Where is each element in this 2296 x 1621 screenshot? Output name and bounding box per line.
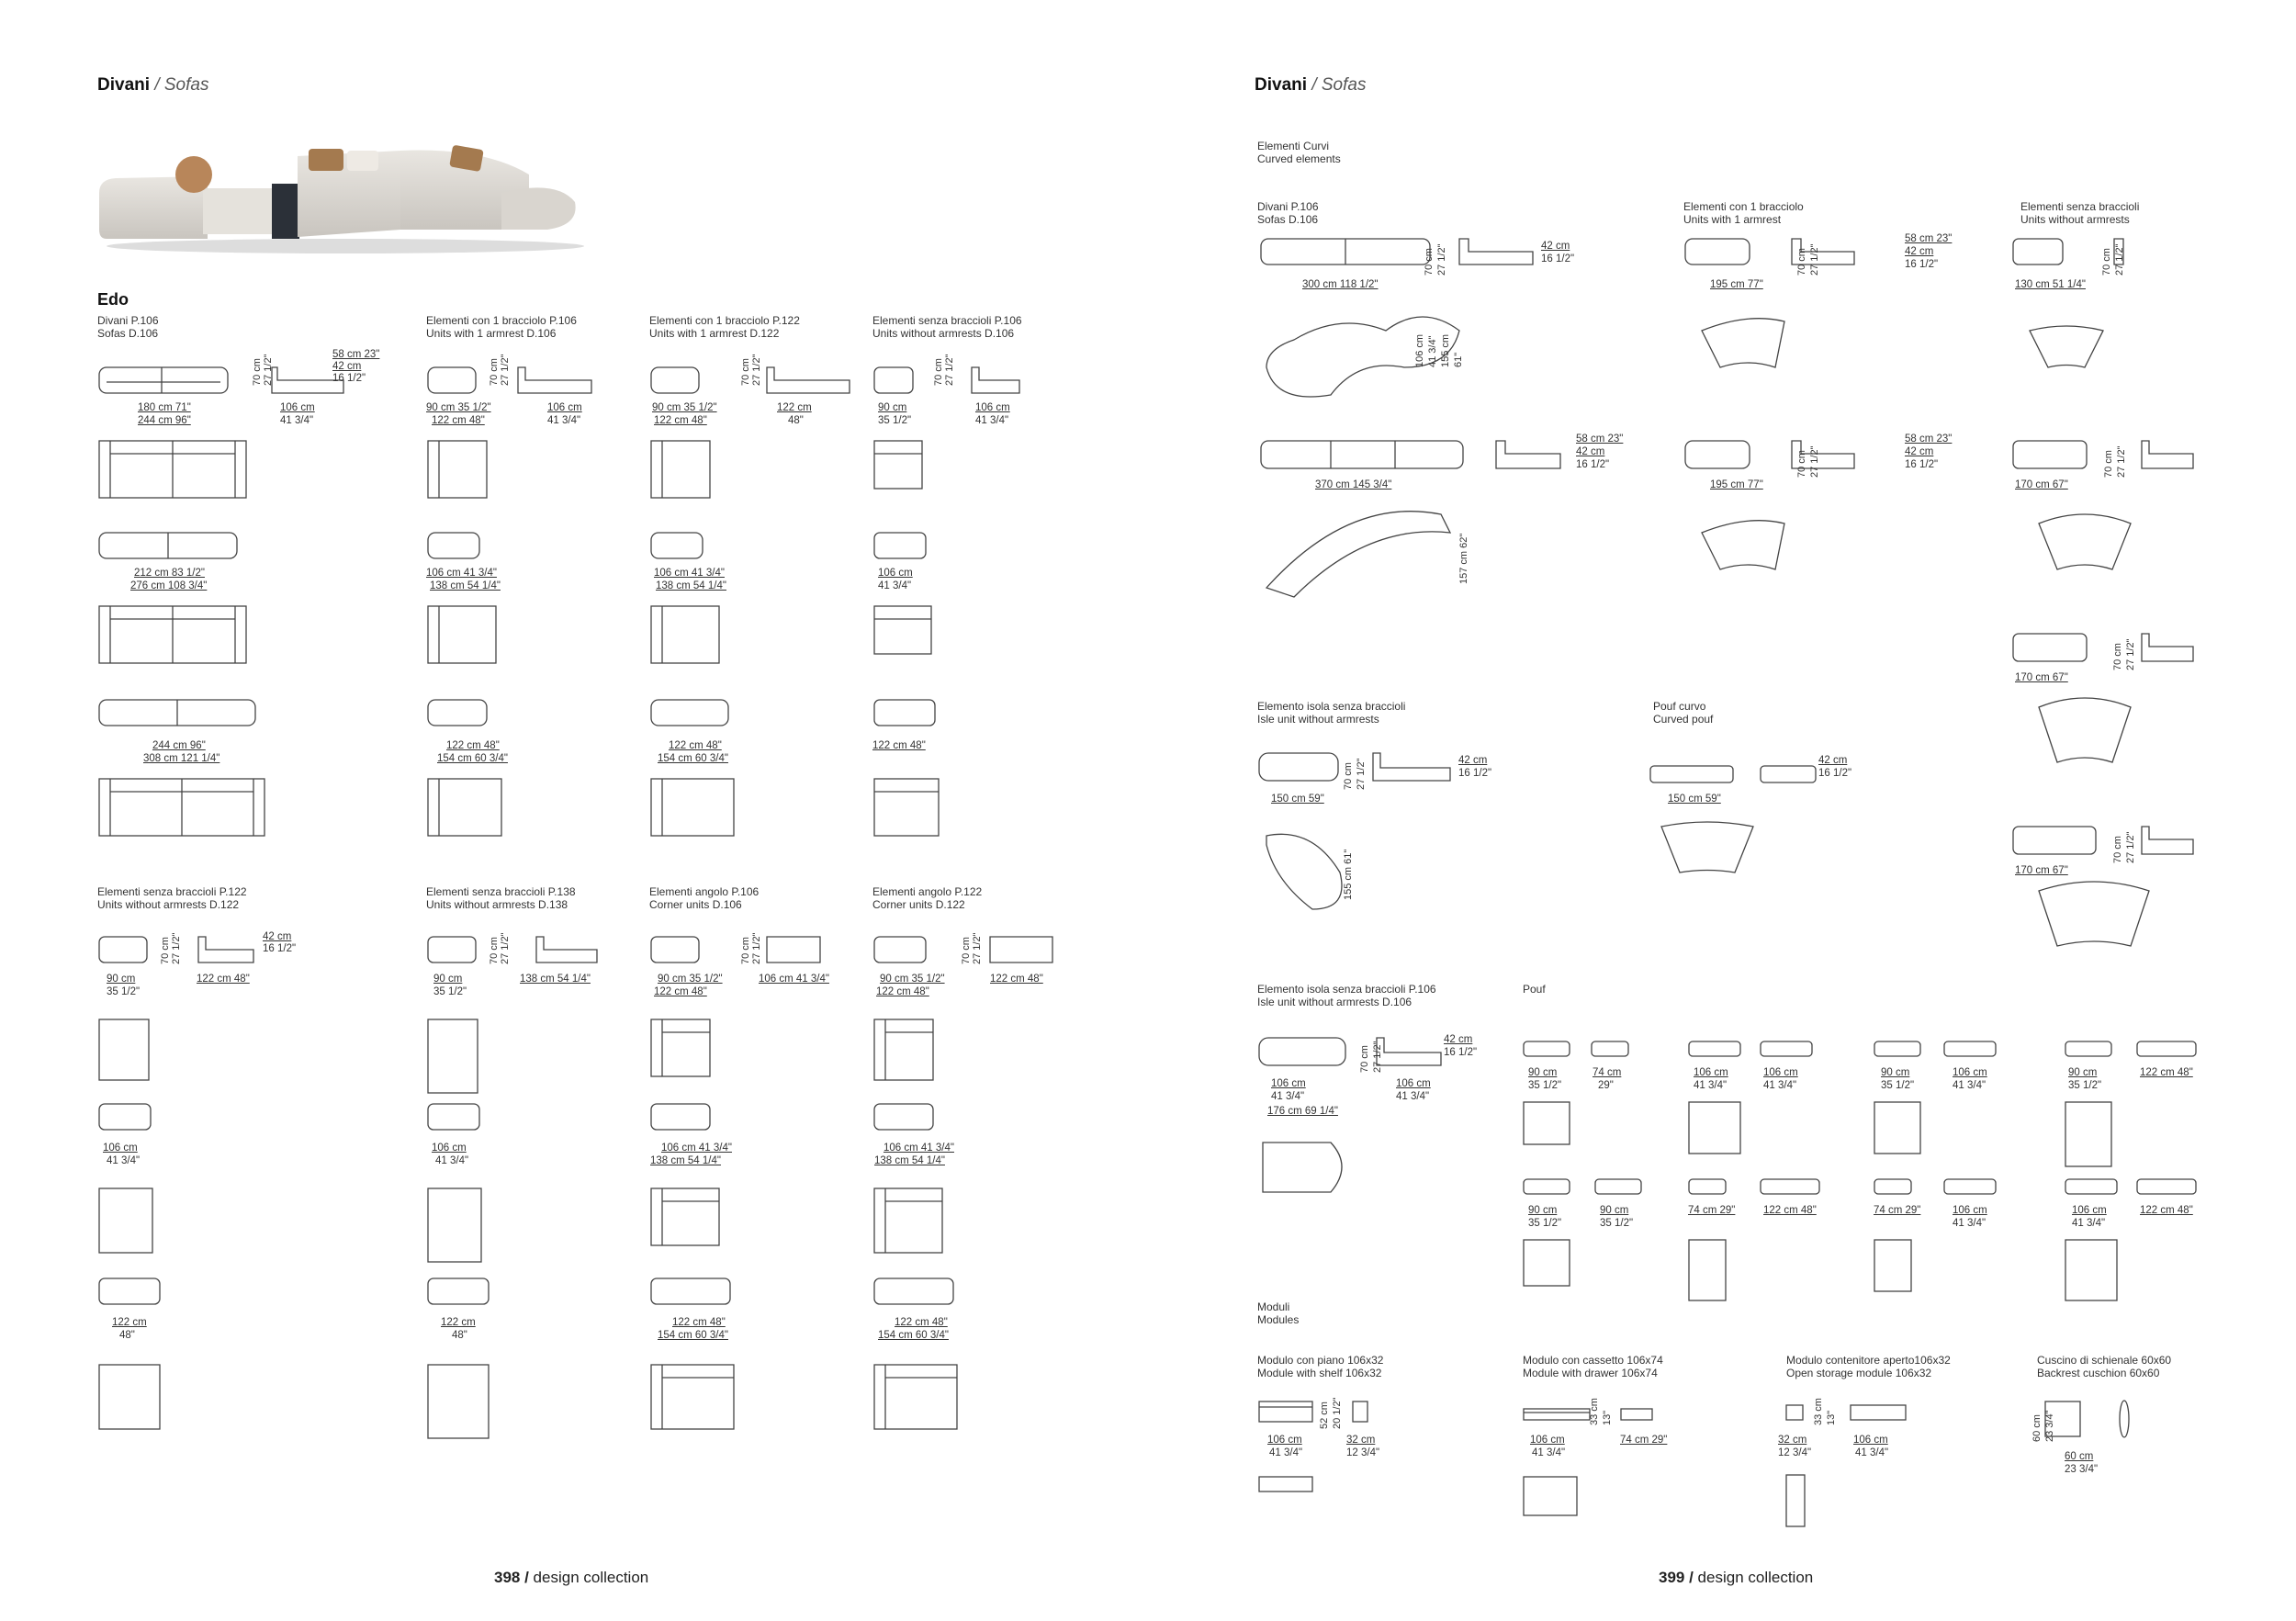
sofa-drawings-col7 xyxy=(649,928,870,1442)
dim: 150 cm 59" xyxy=(1668,794,1721,805)
dim: 41 3/4" xyxy=(1271,1091,1305,1102)
dim: 122 cm 48" xyxy=(876,986,929,997)
page-title-left xyxy=(97,75,208,96)
dim: 212 cm 83 1/2" xyxy=(134,568,205,579)
dim: 195 cm 77" xyxy=(1710,479,1763,490)
dim: 90 cm xyxy=(1528,1205,1558,1216)
dim: 35 1/2" xyxy=(1600,1218,1634,1229)
dim-height: 27 1/2" xyxy=(972,932,983,964)
dim-height: 13" xyxy=(1602,1410,1613,1425)
dim-height: 27 1/2" xyxy=(263,354,274,386)
dim: 122 cm xyxy=(112,1317,147,1328)
dim: 58 cm 23" xyxy=(1576,433,1624,445)
dim-height: 70 cm xyxy=(740,358,751,386)
dim-height: 157 cm 62" xyxy=(1458,533,1469,584)
col-subheader: Units without armrests D.138 xyxy=(426,898,568,911)
dim: 35 1/2" xyxy=(878,415,912,426)
dim-height: 70 cm xyxy=(1424,248,1435,276)
dim-height: 155 cm xyxy=(1440,333,1451,367)
dim: 41 3/4" xyxy=(1763,1080,1797,1091)
dim: 138 cm 54 1/4" xyxy=(430,580,501,591)
dim: 106 cm xyxy=(975,402,1010,413)
col-header: Pouf curvo xyxy=(1653,700,1706,713)
dim-height: 70 cm xyxy=(489,937,500,964)
dim-height: 70 cm xyxy=(1343,762,1354,790)
col-header: Elementi con 1 bracciolo xyxy=(1683,200,1804,213)
isle-pouf-drawings xyxy=(1257,744,1992,928)
dim: 41 3/4" xyxy=(1694,1080,1728,1091)
dim: 122 cm 48" xyxy=(669,740,722,751)
dim: 138 cm 54 1/4" xyxy=(874,1155,945,1166)
dim: 122 cm 48" xyxy=(895,1317,948,1328)
col-header: Divani P.106 xyxy=(97,314,159,327)
dim-height: 27 1/2" xyxy=(944,354,955,386)
dim: 58 cm 23" xyxy=(1905,433,1953,445)
dim-height: 70 cm xyxy=(2101,248,2112,276)
module-header: Cuscino di schienale 60x60 xyxy=(2037,1354,2172,1367)
dim: 106 cm xyxy=(103,1143,138,1154)
dim: 74 cm 29" xyxy=(1688,1205,1736,1216)
dim: 122 cm xyxy=(777,402,812,413)
dim: 90 cm 35 1/2" xyxy=(652,402,717,413)
footer-number: 399 / xyxy=(1659,1569,1694,1586)
section-subheader: Modules xyxy=(1257,1313,1300,1326)
dim: 154 cm 60 3/4" xyxy=(437,753,508,764)
dim-height: 27 1/2" xyxy=(1809,243,1820,276)
dim: 122 cm xyxy=(441,1317,476,1328)
dim: 90 cm xyxy=(1881,1067,1910,1078)
col-subheader: Units without armrests xyxy=(2020,213,2130,226)
dim: 138 cm 54 1/4" xyxy=(656,580,726,591)
dim: 42 cm xyxy=(332,361,362,372)
dim-height: 33 cm xyxy=(1589,1398,1600,1425)
dim-height: 70 cm xyxy=(1796,450,1807,478)
col-header: Elementi senza braccioli P.106 xyxy=(872,314,1022,327)
col-header: Elementi senza braccioli P.122 xyxy=(97,885,247,898)
dim: 16 1/2" xyxy=(1905,259,1939,270)
dim: 150 cm 59" xyxy=(1271,794,1324,805)
dim: 130 cm 51 1/4" xyxy=(2015,279,2086,290)
dim-height: 23 3/4" xyxy=(2044,1410,2055,1442)
col-subheader: Units without armrests D.106 xyxy=(872,327,1015,340)
dim: 154 cm 60 3/4" xyxy=(658,753,728,764)
dim: 41 3/4" xyxy=(1953,1218,1986,1229)
page-number-right xyxy=(1659,1569,1813,1587)
dim-height: 27 1/2" xyxy=(500,354,511,386)
dim: 154 cm 60 3/4" xyxy=(878,1330,949,1341)
dim: 106 cm 41 3/4" xyxy=(884,1143,954,1154)
col-subheader: Sofas D.106 xyxy=(97,327,159,340)
dim: 42 cm xyxy=(1458,755,1488,766)
dim-height: 70 cm xyxy=(961,937,972,964)
dim: 106 cm 41 3/4" xyxy=(426,568,497,579)
dim: 41 3/4" xyxy=(1396,1091,1430,1102)
dim-height: 70 cm xyxy=(933,358,944,386)
dim: 41 3/4" xyxy=(1269,1447,1303,1458)
dim: 170 cm 67" xyxy=(2015,479,2068,490)
dim-height: 70 cm xyxy=(2103,450,2114,478)
dim: 35 1/2" xyxy=(433,986,467,997)
dim-height: 27 1/2" xyxy=(2114,243,2125,276)
dim: 276 cm 108 3/4" xyxy=(130,580,208,591)
dim: 60 cm xyxy=(2065,1451,2094,1462)
dim: 90 cm xyxy=(878,402,907,413)
module-header: Modulo contenitore aperto106x32 xyxy=(1786,1354,1951,1367)
dim-height: 106 cm xyxy=(1414,333,1425,367)
dim-height: 27 1/2" xyxy=(171,932,182,964)
dim: 370 cm 145 3/4" xyxy=(1315,479,1392,490)
dim: 32 cm xyxy=(1778,1435,1807,1446)
col-header: Elementi senza braccioli P.138 xyxy=(426,885,576,898)
dim: 42 cm xyxy=(1905,246,1934,257)
dim-height: 27 1/2" xyxy=(2125,638,2136,670)
dim: 106 cm xyxy=(280,402,315,413)
dim: 170 cm 67" xyxy=(2015,865,2068,876)
dim: 122 cm 48" xyxy=(197,974,250,985)
dim: 300 cm 118 1/2" xyxy=(1302,279,1379,290)
dim-height: 70 cm xyxy=(252,358,263,386)
dim-height: 155 cm 61" xyxy=(1343,849,1354,900)
dim: 41 3/4" xyxy=(1532,1447,1566,1458)
dim: 35 1/2" xyxy=(1881,1080,1915,1091)
dim: 58 cm 23" xyxy=(332,349,380,360)
dim-height: 27 1/2" xyxy=(1436,243,1447,276)
dim: 154 cm 60 3/4" xyxy=(658,1330,728,1341)
dim: 106 cm xyxy=(2072,1205,2107,1216)
dim: 122 cm 48" xyxy=(1763,1205,1817,1216)
dim: 41 3/4" xyxy=(435,1155,469,1166)
dim: 16 1/2" xyxy=(1905,459,1939,470)
sofa-drawings-col3 xyxy=(649,358,851,854)
dim: 35 1/2" xyxy=(1528,1218,1562,1229)
dim-height: 70 cm xyxy=(1796,248,1807,276)
dim-height: 70 cm xyxy=(489,358,500,386)
dim-height: 27 1/2" xyxy=(500,932,511,964)
dim: 48" xyxy=(452,1330,467,1341)
armless-curved-drawings xyxy=(2011,230,2204,946)
module-subheader: Module with shelf 106x32 xyxy=(1257,1367,1382,1379)
module-subheader: Module with drawer 106x74 xyxy=(1523,1367,1658,1379)
dim: 122 cm 48" xyxy=(672,1317,726,1328)
dim: 176 cm 69 1/4" xyxy=(1267,1106,1338,1117)
dim: 74 cm 29" xyxy=(1620,1435,1668,1446)
dim: 106 cm xyxy=(1267,1435,1302,1446)
col-header: Divani P.106 xyxy=(1257,200,1319,213)
dim-height: 20 1/2" xyxy=(1332,1397,1343,1429)
dim: 90 cm 35 1/2" xyxy=(880,974,945,985)
dim: 41 3/4" xyxy=(1953,1080,1986,1091)
dim: 122 cm 48" xyxy=(2140,1205,2193,1216)
dim-height: 27 1/2" xyxy=(751,932,762,964)
sofa-drawings-col6 xyxy=(426,928,628,1442)
col-subheader: Corner units D.122 xyxy=(872,898,965,911)
dim-height: 70 cm xyxy=(2112,836,2123,863)
dim: 106 cm xyxy=(878,568,913,579)
dim: 41 3/4" xyxy=(1855,1447,1889,1458)
sofa-drawings-col2 xyxy=(426,358,610,854)
dim: 106 cm xyxy=(1853,1435,1888,1446)
dim-height: 52 cm xyxy=(1319,1401,1330,1429)
dim: 308 cm 121 1/4" xyxy=(143,753,220,764)
dim: 90 cm xyxy=(1600,1205,1629,1216)
title-bold: Divani xyxy=(97,75,151,95)
col-subheader: Sofas D.106 xyxy=(1257,213,1319,226)
dim: 16 1/2" xyxy=(1444,1047,1478,1058)
dim: 48" xyxy=(788,415,804,426)
dim: 90 cm xyxy=(1528,1067,1558,1078)
dim-height: 27 1/2" xyxy=(1356,758,1367,790)
col-subheader: Units with 1 armrest xyxy=(1683,213,1782,226)
sofa-drawings-col5 xyxy=(97,928,318,1442)
dim: 138 cm 54 1/4" xyxy=(520,974,591,985)
dim-height: 27 1/2" xyxy=(1809,445,1820,478)
dim: 41 3/4" xyxy=(878,580,912,591)
dim: 170 cm 67" xyxy=(2015,672,2068,683)
dim: 138 cm 54 1/4" xyxy=(650,1155,721,1166)
dim-height: 70 cm xyxy=(740,937,751,964)
dim: 244 cm 96" xyxy=(152,740,206,751)
dim: 180 cm 71" xyxy=(138,402,191,413)
dim: 106 cm xyxy=(1530,1435,1565,1446)
col-header: Elementi senza braccioli xyxy=(2020,200,2140,213)
dim-height: 33 cm xyxy=(1813,1398,1824,1425)
dim-height: 41 3/4" xyxy=(1427,335,1438,367)
dim: 29" xyxy=(1598,1080,1614,1091)
sofa-drawings-col8 xyxy=(872,928,1093,1442)
section-subheader: Curved elements xyxy=(1257,152,1341,165)
dim: 122 cm 48" xyxy=(446,740,500,751)
dim: 42 cm xyxy=(1818,755,1848,766)
dim-height: 60 cm xyxy=(2032,1414,2043,1442)
dim-height: 70 cm xyxy=(160,937,171,964)
page-title-right xyxy=(1255,75,1366,96)
dim-height: 27 1/2" xyxy=(2125,831,2136,863)
model-name: Edo xyxy=(97,290,129,309)
col-subheader: Curved pouf xyxy=(1653,713,1714,726)
footer-text: design collection xyxy=(1697,1569,1814,1586)
footer-text: design collection xyxy=(533,1569,649,1586)
dim: 122 cm 48" xyxy=(990,974,1043,985)
dim: 23 3/4" xyxy=(2065,1464,2099,1475)
col-header: Pouf xyxy=(1523,983,1546,996)
dim: 16 1/2" xyxy=(1576,459,1610,470)
title-italic: / Sofas xyxy=(1311,75,1367,95)
dim: 12 3/4" xyxy=(1778,1447,1812,1458)
col-header: Elemento isola senza braccioli P.106 xyxy=(1257,983,1436,996)
sofa-photo xyxy=(97,138,584,257)
dim: 58 cm 23" xyxy=(1905,233,1953,244)
col-subheader: Units with 1 armrest D.106 xyxy=(426,327,557,340)
dim: 42 cm xyxy=(1576,446,1605,457)
dim: 106 cm 41 3/4" xyxy=(654,568,725,579)
col-header: Elementi angolo P.106 xyxy=(649,885,760,898)
col-subheader: Units without armrests D.122 xyxy=(97,898,240,911)
col-header: Elementi con 1 bracciolo P.122 xyxy=(649,314,800,327)
dim: 41 3/4" xyxy=(975,415,1009,426)
dim: 32 cm xyxy=(1346,1435,1376,1446)
dim: 90 cm 35 1/2" xyxy=(426,402,491,413)
dim: 41 3/4" xyxy=(280,415,314,426)
dim: 16 1/2" xyxy=(1458,768,1492,779)
dim: 90 cm xyxy=(433,974,463,985)
dim-height: 27 1/2" xyxy=(1372,1041,1383,1073)
col-subheader: Units with 1 armrest D.122 xyxy=(649,327,780,340)
dim: 41 3/4" xyxy=(107,1155,141,1166)
dim: 41 3/4" xyxy=(547,415,581,426)
dim: 41 3/4" xyxy=(2072,1218,2106,1229)
dim: 106 cm xyxy=(1953,1067,1987,1078)
col-header: Elementi angolo P.122 xyxy=(872,885,983,898)
dim: 90 cm xyxy=(107,974,136,985)
dim-height: 70 cm xyxy=(2112,643,2123,670)
dim: 48" xyxy=(119,1330,135,1341)
dim: 16 1/2" xyxy=(332,373,366,384)
dim-height: 27 1/2" xyxy=(751,354,762,386)
dim: 16 1/2" xyxy=(1818,768,1852,779)
dim: 74 cm 29" xyxy=(1874,1205,1921,1216)
dim: 195 cm 77" xyxy=(1710,279,1763,290)
col-subheader: Isle unit without armrests xyxy=(1257,713,1379,726)
dim: 90 cm xyxy=(2068,1067,2098,1078)
dim: 106 cm xyxy=(1694,1067,1728,1078)
col-header: Elemento isola senza braccioli xyxy=(1257,700,1406,713)
module-subheader: Backrest cuschion 60x60 xyxy=(2037,1367,2160,1379)
dim: 106 cm 41 3/4" xyxy=(661,1143,732,1154)
dim: 106 cm xyxy=(432,1143,467,1154)
dim: 106 cm xyxy=(1953,1205,1987,1216)
footer-number: 398 / xyxy=(494,1569,529,1586)
dim: 122 cm 48" xyxy=(654,986,707,997)
dim-height: 70 cm xyxy=(1359,1045,1370,1073)
dim: 106 cm xyxy=(547,402,582,413)
col-subheader: Corner units D.106 xyxy=(649,898,742,911)
dim: 122 cm 48" xyxy=(2140,1067,2193,1078)
dim: 74 cm xyxy=(1593,1067,1622,1078)
dim: 244 cm 96" xyxy=(138,415,191,426)
module-header: Modulo con cassetto 106x74 xyxy=(1523,1354,1663,1367)
dim: 16 1/2" xyxy=(263,943,297,954)
dim: 106 cm 41 3/4" xyxy=(759,974,829,985)
section-header: Elementi Curvi xyxy=(1257,140,1330,152)
section-header: Moduli xyxy=(1257,1300,1290,1313)
dim: 122 cm 48" xyxy=(432,415,485,426)
dim: 35 1/2" xyxy=(2068,1080,2102,1091)
dim: 122 cm 48" xyxy=(654,415,707,426)
dim: 42 cm xyxy=(263,931,292,942)
dim: 122 cm 48" xyxy=(872,740,926,751)
sofa-drawings-col4 xyxy=(872,358,1056,854)
title-bold: Divani xyxy=(1255,75,1308,95)
module-subheader: Open storage module 106x32 xyxy=(1786,1367,1932,1379)
dim: 42 cm xyxy=(1905,446,1934,457)
page-number-left xyxy=(494,1569,648,1587)
dim: 16 1/2" xyxy=(1541,253,1575,265)
title-italic: / Sofas xyxy=(154,75,209,95)
dim: 90 cm 35 1/2" xyxy=(658,974,723,985)
dim: 42 cm xyxy=(1541,241,1570,252)
module-header: Modulo con piano 106x32 xyxy=(1257,1354,1384,1367)
dim: 35 1/2" xyxy=(107,986,141,997)
dim: 12 3/4" xyxy=(1346,1447,1380,1458)
col-subheader: Isle unit without armrests D.106 xyxy=(1257,996,1412,1008)
dim: 35 1/2" xyxy=(1528,1080,1562,1091)
dim-height: 27 1/2" xyxy=(2116,445,2127,478)
col-header: Elementi con 1 bracciolo P.106 xyxy=(426,314,577,327)
dim-height: 13" xyxy=(1826,1410,1837,1425)
dim: 42 cm xyxy=(1444,1034,1473,1045)
dim: 106 cm xyxy=(1271,1078,1306,1089)
dim-height: 61" xyxy=(1453,352,1464,367)
dim: 106 cm xyxy=(1396,1078,1431,1089)
dim: 106 cm xyxy=(1763,1067,1798,1078)
